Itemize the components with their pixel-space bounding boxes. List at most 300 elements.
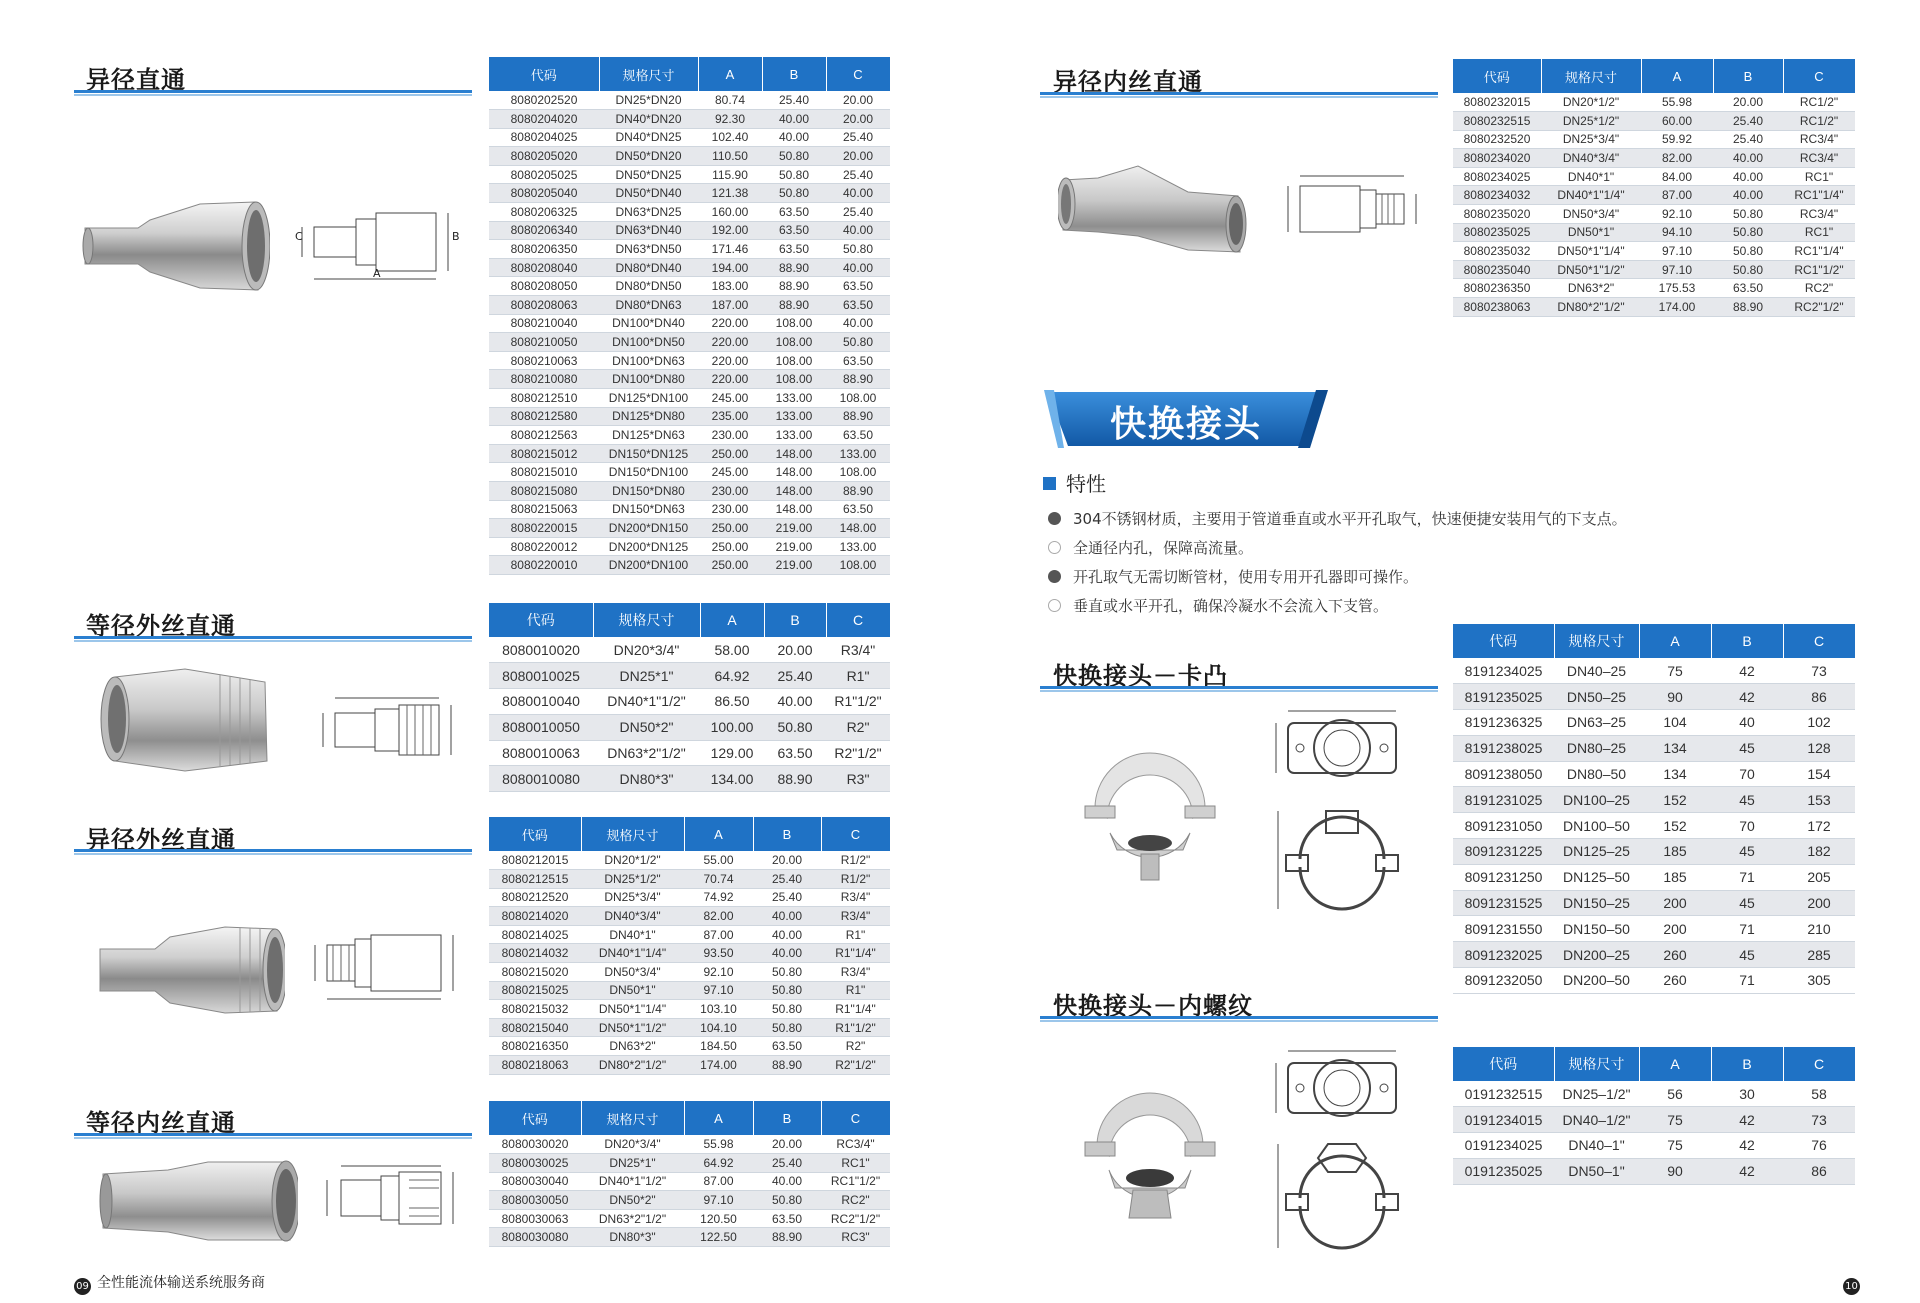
table-cell: 104 — [1639, 710, 1711, 736]
section-title-reducing-male: 异径外丝直通 — [86, 826, 236, 854]
table-cell: 250.00 — [698, 556, 762, 575]
reducer-coupling-photo — [80, 190, 270, 300]
table-cell: 59.92 — [1641, 130, 1713, 149]
table-cell: 20.00 — [826, 110, 890, 129]
table-cell: 76 — [1783, 1133, 1855, 1159]
table-cell: 50.80 — [1713, 260, 1783, 279]
col-header-a: A — [698, 57, 762, 91]
table-cell: 8080212580 — [489, 407, 599, 426]
table-cell: DN125*DN80 — [599, 407, 698, 426]
table-row — [489, 481, 890, 500]
table-cell: R1"1/4" — [821, 944, 890, 963]
table-cell: DN63*2" — [581, 1037, 684, 1056]
feature-text: 304不锈钢材质，主要用于管道垂直或水平开孔取气，快速便捷安装用气的下支点。 — [1073, 510, 1627, 528]
table-cell: 200 — [1783, 890, 1855, 916]
table-cell: 30 — [1711, 1081, 1783, 1107]
feature-item — [1048, 566, 1418, 587]
table-cell: 8191236325 — [1453, 710, 1554, 736]
table-cell: 108.00 — [826, 389, 890, 408]
table-cell: DN50*1"1/4" — [1541, 242, 1641, 261]
table-cell: 8080214025 — [489, 925, 581, 944]
table-cell: 25.40 — [764, 663, 826, 689]
table-cell: 210 — [1783, 916, 1855, 942]
table-cell: DN200–25 — [1554, 942, 1639, 968]
table-cell: RC2" — [821, 1191, 890, 1210]
table-row — [1453, 1081, 1855, 1107]
table-cell: 63.50 — [826, 277, 890, 296]
table-cell: 128 — [1783, 735, 1855, 761]
col-header-a: A — [1639, 624, 1711, 658]
table-cell: 185 — [1639, 839, 1711, 865]
table-cell: 73 — [1783, 1107, 1855, 1133]
table-cell: 50.80 — [753, 1000, 821, 1019]
table-row — [1453, 242, 1855, 261]
clamp-boss-side-drawing — [1270, 805, 1410, 915]
table-cell: 8080210063 — [489, 351, 599, 370]
table-cell: 219.00 — [762, 537, 826, 556]
table-row — [1453, 298, 1855, 317]
col-header-c: C — [821, 817, 890, 851]
table-cell: DN80–50 — [1554, 761, 1639, 787]
table-cell: 40.00 — [753, 1172, 821, 1191]
table-cell: 8080234032 — [1453, 186, 1541, 205]
table-row — [489, 1135, 890, 1154]
table-cell: R3" — [826, 766, 890, 792]
table-row — [489, 258, 890, 277]
reducing-male-dimension-drawing — [305, 925, 475, 1005]
table-cell: DN25*3/4" — [581, 888, 684, 907]
features-heading — [1043, 468, 1106, 497]
table-cell: 92.10 — [684, 963, 753, 982]
table-row — [1453, 839, 1855, 865]
table-cell: 8080212563 — [489, 426, 599, 445]
table-row — [1453, 787, 1855, 813]
table-cell: 172 — [1783, 813, 1855, 839]
table-cell: 122.50 — [684, 1228, 753, 1247]
table-cell: DN150*DN125 — [599, 444, 698, 463]
table-cell: DN63*DN40 — [599, 221, 698, 240]
col-header-code: 代码 — [1453, 1047, 1554, 1081]
table-cell: 63.50 — [1713, 279, 1783, 298]
table-row — [1453, 149, 1855, 168]
table-cell: R2"1/2" — [821, 1056, 890, 1075]
table-row — [489, 277, 890, 296]
table-cell: 50.80 — [1713, 223, 1783, 242]
col-header-a: A — [700, 603, 764, 637]
table-cell: 25.40 — [753, 870, 821, 889]
table-cell: 160.00 — [698, 203, 762, 222]
table-cell: 305 — [1783, 968, 1855, 994]
table-cell: 55.98 — [1641, 93, 1713, 112]
table-cell: 40.00 — [764, 689, 826, 715]
table-row — [489, 333, 890, 352]
spec-table-reducing-female — [1453, 59, 1856, 317]
table-cell: R1"1/4" — [821, 1000, 890, 1019]
table-cell: 8080010063 — [489, 740, 593, 766]
clamp-thread-top-drawing — [1270, 1045, 1410, 1135]
table-cell: 97.10 — [684, 981, 753, 1000]
table-row — [1453, 684, 1855, 710]
table-cell: DN20*3/4" — [581, 1135, 684, 1154]
clamp-boss-top-drawing — [1270, 705, 1410, 795]
table-row — [489, 389, 890, 408]
table-row — [489, 981, 890, 1000]
table-cell: 63.50 — [764, 740, 826, 766]
col-header-c: C — [1783, 1047, 1855, 1081]
table-row — [489, 907, 890, 926]
table-cell: DN125*DN63 — [599, 426, 698, 445]
table-row — [489, 351, 890, 370]
equal-male-dimension-drawing — [315, 695, 475, 765]
table-cell: 8080232515 — [1453, 112, 1541, 131]
table-cell: DN25*3/4" — [1541, 130, 1641, 149]
table-cell: 0191234015 — [1453, 1107, 1554, 1133]
col-header-code: 代码 — [489, 603, 593, 637]
table-cell: 100.00 — [700, 714, 764, 740]
table-cell: 60.00 — [1641, 112, 1713, 131]
table-cell: 220.00 — [698, 351, 762, 370]
table-cell: DN40–1/2" — [1554, 1107, 1639, 1133]
table-cell: R1/2" — [821, 851, 890, 870]
table-cell: 88.90 — [753, 1056, 821, 1075]
bullet-square-icon — [1043, 477, 1056, 490]
table-cell: 0191232515 — [1453, 1081, 1554, 1107]
table-cell: 58.00 — [700, 637, 764, 663]
table-cell: 8080204025 — [489, 128, 599, 147]
table-cell: 8091231050 — [1453, 813, 1554, 839]
table-cell: DN50*DN40 — [599, 184, 698, 203]
col-header-c: C — [826, 57, 890, 91]
table-cell: DN150*DN100 — [599, 463, 698, 482]
table-cell: 8080232015 — [1453, 93, 1541, 112]
table-cell: 8080205040 — [489, 184, 599, 203]
table-cell: 63.50 — [762, 203, 826, 222]
table-cell: 8080206340 — [489, 221, 599, 240]
table-row — [489, 1154, 890, 1173]
col-header-b: B — [1711, 624, 1783, 658]
table-cell: RC1" — [1783, 223, 1855, 242]
table-row — [489, 1191, 890, 1210]
table-cell: 56 — [1639, 1081, 1711, 1107]
table-cell: 50.80 — [762, 147, 826, 166]
table-row — [1453, 279, 1855, 298]
table-cell: 93.50 — [684, 944, 753, 963]
col-header-code: 代码 — [1453, 624, 1554, 658]
table-cell: R3/4" — [821, 963, 890, 982]
table-cell: DN200–50 — [1554, 968, 1639, 994]
table-cell: DN25*1" — [581, 1154, 684, 1173]
table-cell: 8080212510 — [489, 389, 599, 408]
table-cell: DN40–1" — [1554, 1133, 1639, 1159]
table-cell: RC2" — [1783, 279, 1855, 298]
table-cell: 8191234025 — [1453, 658, 1554, 684]
table-cell: 42 — [1711, 1158, 1783, 1184]
table-cell: DN50–25 — [1554, 684, 1639, 710]
table-cell: 134 — [1639, 761, 1711, 787]
table-cell: 50.80 — [1713, 242, 1783, 261]
table-cell: 87.00 — [684, 925, 753, 944]
feature-item — [1048, 537, 1253, 558]
table-cell: 129.00 — [700, 740, 764, 766]
spec-table-reducing-male — [489, 817, 891, 1075]
table-cell: DN50*DN20 — [599, 147, 698, 166]
table-cell: 8080218063 — [489, 1056, 581, 1075]
table-cell: 115.90 — [698, 165, 762, 184]
table-row — [1453, 942, 1855, 968]
section-title-reducer: 异径直通 — [86, 66, 186, 94]
table-row — [1453, 890, 1855, 916]
table-cell: RC3/4" — [821, 1135, 890, 1154]
table-cell: 154 — [1783, 761, 1855, 787]
page-number-left: 09 — [74, 1278, 91, 1295]
table-cell: 45 — [1711, 735, 1783, 761]
table-cell: 8080216350 — [489, 1037, 581, 1056]
table-row — [1453, 761, 1855, 787]
table-cell: DN25*DN20 — [599, 91, 698, 110]
table-cell: 8091231225 — [1453, 839, 1554, 865]
table-cell: 8091238050 — [1453, 761, 1554, 787]
table-cell: 8080010040 — [489, 689, 593, 715]
table-cell: 71 — [1711, 968, 1783, 994]
table-row — [489, 463, 890, 482]
table-cell: 134 — [1639, 735, 1711, 761]
table-cell: 8080030063 — [489, 1209, 581, 1228]
table-cell: 75 — [1639, 1133, 1711, 1159]
table-cell: 8080010080 — [489, 766, 593, 792]
table-cell: 104.10 — [684, 1018, 753, 1037]
table-cell: DN50*1"1/2" — [581, 1018, 684, 1037]
features-heading-text: 特性 — [1066, 472, 1106, 496]
table-row — [1453, 112, 1855, 131]
clamp-thread-side-drawing — [1270, 1140, 1410, 1255]
table-cell: 183.00 — [698, 277, 762, 296]
table-cell: 88.90 — [753, 1228, 821, 1247]
table-row — [489, 663, 890, 689]
table-cell: DN25*1/2" — [581, 870, 684, 889]
table-cell: 8080215020 — [489, 963, 581, 982]
table-cell: 260 — [1639, 942, 1711, 968]
table-cell: DN100–50 — [1554, 813, 1639, 839]
table-row — [1453, 186, 1855, 205]
table-row — [489, 1209, 890, 1228]
table-cell: 25.40 — [826, 203, 890, 222]
table-row — [1453, 813, 1855, 839]
table-cell: 45 — [1711, 890, 1783, 916]
table-row — [1453, 1107, 1855, 1133]
table-cell: RC1" — [1783, 167, 1855, 186]
table-row — [489, 500, 890, 519]
table-cell: 108.00 — [826, 556, 890, 575]
table-row — [489, 221, 890, 240]
table-cell: DN40*3/4" — [581, 907, 684, 926]
col-header-c: C — [1783, 59, 1855, 93]
bullet-circle-icon — [1048, 599, 1061, 612]
table-row — [489, 851, 890, 870]
table-cell: RC1"1/4" — [1783, 242, 1855, 261]
table-cell: R2" — [821, 1037, 890, 1056]
table-cell: DN50*1" — [1541, 223, 1641, 242]
table-cell: 64.92 — [684, 1154, 753, 1173]
table-cell: 133.00 — [762, 407, 826, 426]
table-cell: 120.50 — [684, 1209, 753, 1228]
table-cell: DN40*1" — [1541, 167, 1641, 186]
table-cell: 25.40 — [826, 165, 890, 184]
table-cell: 63.50 — [826, 500, 890, 519]
table-cell: 40.00 — [1713, 167, 1783, 186]
table-row — [1453, 710, 1855, 736]
clamp-boss-photo — [1075, 738, 1225, 888]
table-cell: 8080204020 — [489, 110, 599, 129]
table-cell: DN80*DN40 — [599, 258, 698, 277]
table-cell: 108.00 — [762, 314, 826, 333]
table-cell: 8080206325 — [489, 203, 599, 222]
table-cell: 8080215063 — [489, 500, 599, 519]
table-cell: 55.00 — [684, 851, 753, 870]
table-cell: 94.10 — [1641, 223, 1713, 242]
section-underline — [74, 1133, 472, 1139]
col-header-code: 代码 — [489, 1101, 581, 1135]
table-cell: 25.40 — [753, 1154, 821, 1173]
table-cell: DN20*3/4" — [593, 637, 700, 663]
col-header-spec: 规格尺寸 — [1554, 1047, 1639, 1081]
table-cell: RC1/2" — [1783, 93, 1855, 112]
table-cell: DN80–25 — [1554, 735, 1639, 761]
table-cell: 8080215080 — [489, 481, 599, 500]
table-cell: DN63*2"1/2" — [593, 740, 700, 766]
table-cell: 8080210050 — [489, 333, 599, 352]
table-cell: 50.80 — [753, 1191, 821, 1210]
table-cell: 8080206350 — [489, 240, 599, 259]
footer-slogan: 全性能流体输送系统服务商 — [97, 1275, 265, 1291]
table-row — [489, 766, 890, 792]
col-header-c: C — [1783, 624, 1855, 658]
table-cell: DN125–50 — [1554, 864, 1639, 890]
col-header-spec: 规格尺寸 — [581, 1101, 684, 1135]
table-cell: 185 — [1639, 864, 1711, 890]
col-header-spec: 规格尺寸 — [581, 817, 684, 851]
table-cell: DN150–25 — [1554, 890, 1639, 916]
table-cell: 8080030080 — [489, 1228, 581, 1247]
table-cell: 63.50 — [753, 1037, 821, 1056]
spec-table-clamp-thread — [1453, 1047, 1856, 1185]
feature-item — [1048, 595, 1388, 616]
table-cell: 88.90 — [826, 407, 890, 426]
table-row — [489, 370, 890, 389]
table-row — [489, 240, 890, 259]
table-cell: DN63*2" — [1541, 279, 1641, 298]
table-row — [1453, 260, 1855, 279]
table-cell: 8080010050 — [489, 714, 593, 740]
table-cell: 230.00 — [698, 500, 762, 519]
dim-label-c: C — [295, 230, 303, 243]
table-cell: DN40–25 — [1554, 658, 1639, 684]
col-header-a: A — [684, 1101, 753, 1135]
clamp-thread-photo — [1075, 1078, 1225, 1233]
table-cell: 133.00 — [826, 444, 890, 463]
table-cell: 86 — [1783, 684, 1855, 710]
table-cell: 50.80 — [762, 184, 826, 203]
table-cell: 8091231250 — [1453, 864, 1554, 890]
table-cell: 174.00 — [1641, 298, 1713, 317]
table-row — [1453, 223, 1855, 242]
table-cell: RC3/4" — [1783, 205, 1855, 224]
reducing-male-coupling-photo — [95, 915, 285, 1025]
table-cell: 133.00 — [762, 426, 826, 445]
table-cell: 8080205025 — [489, 165, 599, 184]
table-cell: 8080220012 — [489, 537, 599, 556]
table-cell: 103.10 — [684, 1000, 753, 1019]
table-cell: R3/4" — [821, 907, 890, 926]
table-cell: 220.00 — [698, 370, 762, 389]
table-cell: R1/2" — [821, 870, 890, 889]
table-cell: 8080236350 — [1453, 279, 1541, 298]
table-row — [489, 689, 890, 715]
table-cell: 45 — [1711, 839, 1783, 865]
table-cell: 25.40 — [1713, 112, 1783, 131]
table-cell: DN50*1"1/4" — [581, 1000, 684, 1019]
feature-item — [1048, 508, 1627, 529]
col-header-code: 代码 — [489, 817, 581, 851]
table-cell: DN80*2"1/2" — [581, 1056, 684, 1075]
table-cell: 25.40 — [753, 888, 821, 907]
table-cell: R2" — [826, 714, 890, 740]
table-cell: 219.00 — [762, 519, 826, 538]
table-cell: 40.00 — [753, 925, 821, 944]
col-header-b: B — [753, 1101, 821, 1135]
table-row — [489, 888, 890, 907]
table-cell: DN100–25 — [1554, 787, 1639, 813]
table-cell: 200 — [1639, 890, 1711, 916]
table-cell: 148.00 — [826, 519, 890, 538]
table-cell: R1" — [821, 925, 890, 944]
table-cell: 205 — [1783, 864, 1855, 890]
table-row — [1453, 130, 1855, 149]
table-cell: 8080208040 — [489, 258, 599, 277]
table-cell: 235.00 — [698, 407, 762, 426]
section-underline — [74, 636, 472, 642]
table-cell: 86 — [1783, 1158, 1855, 1184]
table-row — [489, 870, 890, 889]
table-cell: 45 — [1711, 787, 1783, 813]
table-cell: 102.40 — [698, 128, 762, 147]
spec-table-clamp-boss — [1453, 624, 1856, 994]
table-cell: DN80*DN63 — [599, 296, 698, 315]
table-cell: 58 — [1783, 1081, 1855, 1107]
table-cell: 75 — [1639, 1107, 1711, 1133]
table-cell: DN50*2" — [581, 1191, 684, 1210]
section-title-clamp-thread: 快换接头－内螺纹 — [1053, 992, 1253, 1020]
table-row — [489, 537, 890, 556]
table-cell: 8091231550 — [1453, 916, 1554, 942]
table-cell: R1" — [826, 663, 890, 689]
section-underline — [74, 90, 472, 96]
col-header-spec: 规格尺寸 — [599, 57, 698, 91]
table-cell: 92.30 — [698, 110, 762, 129]
table-cell: 8080010020 — [489, 637, 593, 663]
table-cell: 20.00 — [753, 851, 821, 870]
table-cell: RC1"1/2" — [1783, 260, 1855, 279]
table-cell: 8080220015 — [489, 519, 599, 538]
table-cell: 148.00 — [762, 444, 826, 463]
table-cell: DN63*DN50 — [599, 240, 698, 259]
section-underline — [1040, 92, 1438, 98]
col-header-spec: 规格尺寸 — [593, 603, 700, 637]
table-cell: 8080220010 — [489, 556, 599, 575]
table-cell: 153 — [1783, 787, 1855, 813]
table-cell: 45 — [1711, 942, 1783, 968]
table-cell: DN125*DN100 — [599, 389, 698, 408]
table-cell: 50.80 — [762, 165, 826, 184]
